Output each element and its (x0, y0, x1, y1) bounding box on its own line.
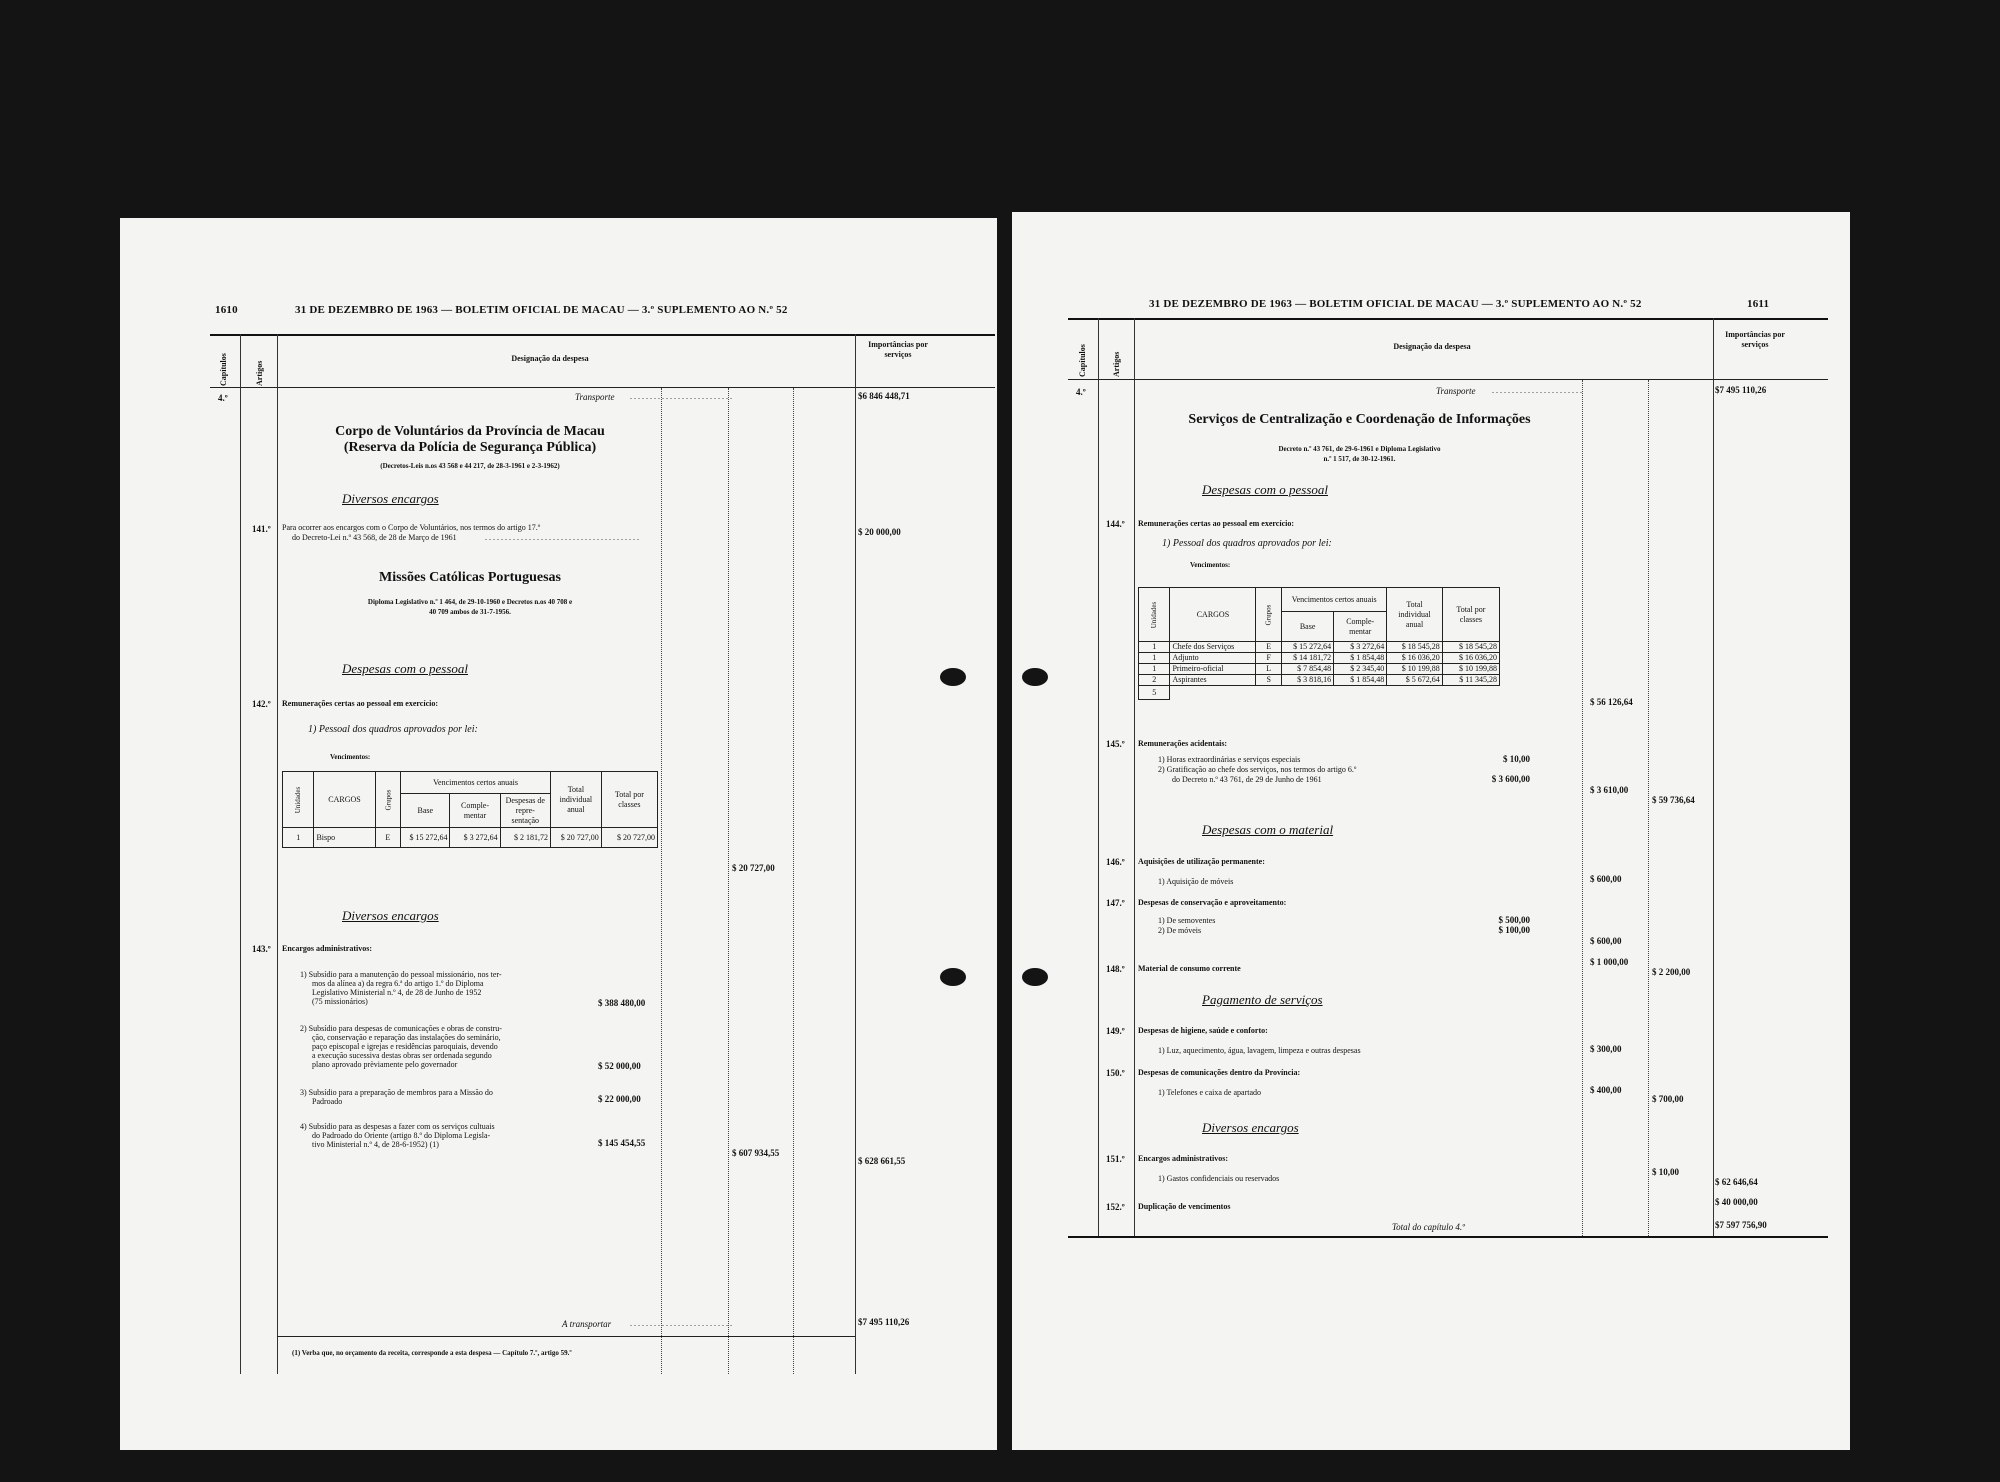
article-text: do Decreto-Lei n.º 43 568, de 28 de Março de 1961 (292, 533, 457, 542)
capitulo-number: 4.º (218, 393, 228, 403)
cell-total: $ 10 199,88 (1387, 664, 1443, 675)
item-value: $ 145 454,55 (598, 1138, 646, 1148)
tbl-header-comple: Comple- mentar (1334, 612, 1387, 642)
cell-grupo: F (1256, 653, 1282, 664)
tbl-header-vencimentos: Vencimentos certos anuais (1282, 588, 1387, 612)
dot-leader: ....................................... (485, 533, 641, 542)
article-number: 141.º (252, 524, 271, 534)
article-subtotal: $ 600,00 (1590, 936, 1622, 946)
article-item: do Decreto n.º 43 761, de 29 de Junho de 1961 (1172, 775, 1322, 784)
article-item: 2) Subsídio para despesas de comunicações e obras de constru- ção, conservação e reparação das instalações do seminário, paço episcopal e igrejas e residências paroquiais, devendo a execução sucessiva destas obras ser ordenada segundo plano aprovado prèviamente pelo governador (300, 1024, 502, 1069)
article-text: Encargos administrativos: (1138, 1154, 1228, 1163)
binder-hole (1022, 668, 1048, 686)
total-value: $7 597 756,90 (1715, 1220, 1767, 1230)
col-divider (661, 388, 662, 1374)
cell-comp: $ 2 345,40 (1334, 664, 1387, 675)
cell-comp: $ 1 854,48 (1334, 653, 1387, 664)
article-subtotal: $ 20 727,00 (732, 863, 775, 873)
article-text: Remunerações certas ao pessoal em exercício: (1138, 519, 1295, 528)
cell-cargo: Primeiro-oficial (1170, 664, 1256, 675)
article-text: Despesas de conservação e aproveitamento: (1138, 898, 1287, 907)
cell-base: $ 3 818,16 (1282, 675, 1334, 686)
col-capitulos-header: Capítulos (219, 353, 228, 386)
article-item: 1) Luz, aquecimento, água, lavagem, limpeza e outras despesas (1158, 1046, 1361, 1055)
table-header-rule (210, 387, 995, 388)
page-number: 1611 (1747, 298, 1770, 310)
col-designacao-header: Designação da despesa (1393, 342, 1471, 351)
tbl-header-total: Total individual anual (1387, 588, 1443, 642)
tbl-header-unidades: Unidades (283, 772, 314, 828)
cell-classe: $ 10 199,88 (1442, 664, 1499, 675)
transporte-value: $7 495 110,26 (1715, 385, 1767, 395)
section-subtitle: Diversos encargos (342, 491, 439, 506)
article-number: 149.º (1106, 1026, 1125, 1036)
table-bottom-rule (277, 1336, 855, 1337)
section-subtitle: Despesas com o pessoal (342, 661, 469, 676)
tbl-header-grupos: Grupos (1256, 588, 1282, 642)
cell-cargo: Adjunto (1170, 653, 1256, 664)
cell-total: $ 5 672,64 (1387, 675, 1443, 686)
cell-cargo: Bispo (314, 828, 375, 848)
cell-grupo: E (375, 828, 401, 848)
article-text: Duplicação de vencimentos (1138, 1202, 1231, 1211)
cell-base: $ 15 272,64 (401, 828, 450, 848)
col-designacao-header: Designação da despesa (511, 354, 589, 363)
table-row (1139, 653, 1500, 664)
col-capitulos-header: Capítulos (1078, 344, 1087, 377)
article-number: 151.º (1106, 1154, 1125, 1164)
cell-unid: 2 (1139, 675, 1170, 686)
article-subtotal: $ 607 934,55 (732, 1148, 780, 1158)
left-page (120, 218, 997, 1450)
salary-table (1138, 587, 1500, 700)
article-subtotal: $ 10,00 (1652, 1167, 1679, 1177)
article-subtotal: $ 400,00 (1590, 1085, 1622, 1095)
article-subtotal: $ 56 126,64 (1590, 697, 1633, 707)
article-number: 152.º (1106, 1202, 1125, 1212)
decree-reference: Decreto n.º 43 761, de 29-6-1961 e Diploma Legislativo (1278, 445, 1441, 453)
decree-reference: n.º 1 517, de 30-12-1961. (1323, 455, 1396, 463)
article-subtotal: $ 300,00 (1590, 1044, 1622, 1054)
cell-grupo: S (1256, 675, 1282, 686)
cell-grupo: L (1256, 664, 1282, 675)
tbl-header-desp: Despesas de repre- sentação (500, 794, 550, 828)
col-divider (277, 334, 278, 1374)
table-header-rule (1068, 379, 1828, 380)
col-artigos-header: Artigos (1112, 351, 1121, 377)
article-item: 2) De móveis (1158, 926, 1202, 935)
tbl-header-base: Base (401, 794, 450, 828)
table-top-rule (1068, 318, 1828, 320)
cell-classe: $ 18 545,28 (1442, 642, 1499, 653)
article-text: Material de consumo corrente (1138, 964, 1241, 973)
col-divider (728, 388, 729, 1374)
table-row (283, 828, 658, 848)
cell-unidades: 1 (283, 828, 314, 848)
cell-unid: 1 (1139, 642, 1170, 653)
capitulo-number: 4.º (1076, 387, 1086, 397)
table-top-rule (210, 334, 995, 336)
cell-comp: $ 3 272,64 (1334, 642, 1387, 653)
tbl-header-total: Total individual anual (551, 772, 602, 828)
cell-cargo: Chefe dos Serviços (1170, 642, 1256, 653)
article-number: 147.º (1106, 898, 1125, 908)
tbl-header-cargos: CARGOS (314, 772, 375, 828)
col-divider (1098, 318, 1099, 1238)
table-row (1139, 675, 1500, 686)
table-row (1139, 664, 1500, 675)
col-divider (1134, 318, 1135, 1238)
cell-unid: 1 (1139, 653, 1170, 664)
vencimentos-label: Vencimentos: (330, 753, 371, 761)
tbl-header-vencimentos: Vencimentos certos anuais (401, 772, 551, 794)
cell-base: $ 14 181,72 (1282, 653, 1334, 664)
article-subtotal: $ 1 000,00 (1590, 957, 1629, 967)
salary-table-body (1139, 642, 1500, 686)
salary-table (282, 771, 658, 848)
section-title: Corpo de Voluntários da Província de Macau (335, 424, 605, 439)
article-item: 1) Horas extraordinárias e serviços especiais (1158, 755, 1301, 764)
decree-reference: Diploma Legislativo n.º 1 464, de 29-10-1960 e Decretos n.os 40 708 e (367, 598, 573, 606)
col-importancias-header: Importâncias por serviços (868, 340, 928, 359)
article-subtotal: $ 3 610,00 (1590, 785, 1629, 795)
section-subtitle: Diversos encargos (342, 908, 439, 923)
transporte-label: Transporte (575, 392, 615, 402)
page-header: 31 DE DEZEMBRO DE 1963 — BOLETIM OFICIAL DE MACAU — 3.º SUPLEMENTO AO N.º 52 (1149, 298, 1642, 310)
page-header: 31 DE DEZEMBRO DE 1963 — BOLETIM OFICIAL DE MACAU — 3.º SUPLEMENTO AO N.º 52 (295, 304, 788, 316)
article-item: 2) Gratificação ao chefe dos serviços, nos termos do artigo 6.º (1158, 765, 1357, 774)
item-value: $ 52 000,00 (598, 1061, 641, 1071)
transporte-value: $6 846 448,71 (858, 391, 910, 401)
tbl-header-unidades: Unidades (1139, 588, 1170, 642)
a-transportar-value: $7 495 110,26 (858, 1317, 910, 1327)
article-number: 146.º (1106, 857, 1125, 867)
col-divider (1582, 380, 1583, 1238)
service-total: $ 628 661,55 (858, 1156, 906, 1166)
table-row (1139, 686, 1500, 700)
item-value: $ 22 000,00 (598, 1094, 641, 1104)
article-text: Remunerações certas ao pessoal em exercício: (282, 699, 439, 708)
section-subtitle: Despesas com o material (1202, 822, 1334, 837)
service-total: $ 62 646,64 (1715, 1177, 1758, 1187)
section-subtitle: Despesas com o pessoal (1202, 482, 1329, 497)
article-text: Despesas de comunicações dentro da Província: (1138, 1068, 1301, 1077)
article-text: Remunerações acidentais: (1138, 739, 1228, 748)
group-total: $ 700,00 (1652, 1094, 1684, 1104)
article-number: 144.º (1106, 519, 1125, 529)
group-total: $ 59 736,64 (1652, 795, 1695, 805)
tbl-header-grupos: Grupos (375, 772, 401, 828)
article-text: Aquisições de utilização permanente: (1138, 857, 1265, 866)
dot-leader: .......................... (630, 392, 734, 401)
a-transportar-label: A transportar (562, 1319, 612, 1329)
transporte-label: Transporte (1436, 386, 1476, 396)
section-title: (Reserva da Polícia de Segurança Pública) (343, 440, 597, 455)
vencimentos-label: Vencimentos: (1190, 561, 1231, 569)
tbl-header-totalpor: Total por classes (1442, 588, 1499, 642)
cell-comple: $ 3 272,64 (450, 828, 500, 848)
page-number: 1610 (215, 304, 238, 316)
article-number: 150.º (1106, 1068, 1125, 1078)
binder-hole (1022, 968, 1048, 986)
article-subtotal: $ 600,00 (1590, 874, 1622, 884)
tbl-header-totalpor: Total por classes (601, 772, 657, 828)
table-row (1139, 642, 1500, 653)
cell-base: $ 7 854,48 (1282, 664, 1334, 675)
cell-total: $ 18 545,28 (1387, 642, 1443, 653)
article-item: 1) Telefones e caixa de apartado (1158, 1088, 1262, 1097)
col-artigos-header: Artigos (255, 360, 264, 386)
total-label: Total do capítulo 4.º (1392, 1222, 1465, 1232)
tbl-header-comple: Comple- mentar (450, 794, 500, 828)
cell-comp: $ 1 854,48 (1334, 675, 1387, 686)
decree-reference: (Decretos-Leis n.os 43 568 e 44 217, de 28-3-1961 e 2-3-1962) (380, 462, 560, 470)
article-number: 143.º (252, 944, 271, 954)
section-subtitle: Pagamento de serviços (1202, 992, 1323, 1007)
cell-total: $ 16 036,20 (1387, 653, 1443, 664)
cell-unid: 1 (1139, 664, 1170, 675)
item-value: $ 100,00 (1498, 925, 1530, 935)
col-divider (1648, 380, 1649, 1238)
col-divider (240, 334, 241, 1374)
article-text: Encargos administrativos: (282, 944, 372, 953)
table-bottom-rule (1068, 1236, 1828, 1238)
cell-unidades-sum: 5 (1139, 686, 1170, 700)
article-value: $ 20 000,00 (858, 527, 901, 537)
section-title: Missões Católicas Portuguesas (379, 570, 561, 585)
binder-hole (940, 968, 966, 986)
item-value: $ 10,00 (1503, 754, 1530, 764)
tbl-header-base: Base (1282, 612, 1334, 642)
cell-classe: $ 11 345,28 (1442, 675, 1499, 686)
group-total: $ 2 200,00 (1652, 967, 1691, 977)
col-divider (793, 388, 794, 1374)
article-item: 1) Pessoal dos quadros aprovados por lei: (308, 724, 478, 735)
cell-classe: $ 16 036,20 (1442, 653, 1499, 664)
cell-grupo: E (1256, 642, 1282, 653)
cell-cargo: Aspirantes (1170, 675, 1256, 686)
item-value: $ 3 600,00 (1491, 774, 1530, 784)
article-text: Para ocorrer aos encargos com o Corpo de Voluntários, nos termos do artigo 17.º (282, 523, 541, 532)
article-number: 148.º (1106, 964, 1125, 974)
cell-base: $ 15 272,64 (1282, 642, 1334, 653)
item-value: $ 500,00 (1498, 915, 1530, 925)
col-divider (1713, 318, 1714, 1238)
cell-classe: $ 20 727,00 (601, 828, 657, 848)
article-item: 1) Subsídio para a manutenção do pessoal missionário, nos ter- mos da alínea a) da regra 6.ª do artigo 1.º do Diploma Legislativo Ministerial n.º 4, de 28 de Junho de 1952 (75 missionários) (300, 970, 502, 1006)
article-value: $ 40 000,00 (1715, 1197, 1758, 1207)
article-item: 1) Gastos confidenciais ou reservados (1158, 1174, 1280, 1183)
article-item: 1) Pessoal dos quadros aprovados por lei: (1162, 538, 1332, 549)
right-page (1012, 212, 1850, 1450)
article-item: 3) Subsídio para a preparação de membros para a Missão do Padroado (300, 1088, 493, 1106)
cell-desp: $ 2 181,72 (500, 828, 550, 848)
article-item: 1) Aquisição de móveis (1158, 877, 1234, 886)
article-item: 1) De semoventes (1158, 916, 1216, 925)
dot-leader: .......................... (630, 1319, 734, 1328)
dot-leader: ....................... (1492, 386, 1584, 395)
col-divider (855, 334, 856, 1374)
article-number: 142.º (252, 699, 271, 709)
cell-total: $ 20 727,00 (551, 828, 602, 848)
article-text: Despesas de higiene, saúde e conforto: (1138, 1026, 1268, 1035)
binder-hole (940, 668, 966, 686)
footnote: (1) Verba que, no orçamento da receita, corresponde a esta despesa — Capítulo 7.º, artigo 59.º (292, 1349, 572, 1357)
item-value: $ 388 480,00 (598, 998, 646, 1008)
section-subtitle: Diversos encargos (1202, 1120, 1299, 1135)
decree-reference: 40 709 ambos de 31-7-1956. (429, 608, 511, 616)
tbl-header-cargos: CARGOS (1170, 588, 1256, 642)
article-item: 4) Subsídio para as despesas a fazer com os serviços cultuais do Padroado do Oriente (artigo 8.º do Diploma Legisla- tivo Ministerial n.º 4, de 28-6-1952) (1) (300, 1122, 495, 1149)
section-title: Serviços de Centralização e Coordenação de Informações (1188, 412, 1531, 427)
article-number: 145.º (1106, 739, 1125, 749)
col-importancias-header: Importâncias por serviços (1725, 330, 1785, 349)
blank-cell (1170, 686, 1500, 700)
